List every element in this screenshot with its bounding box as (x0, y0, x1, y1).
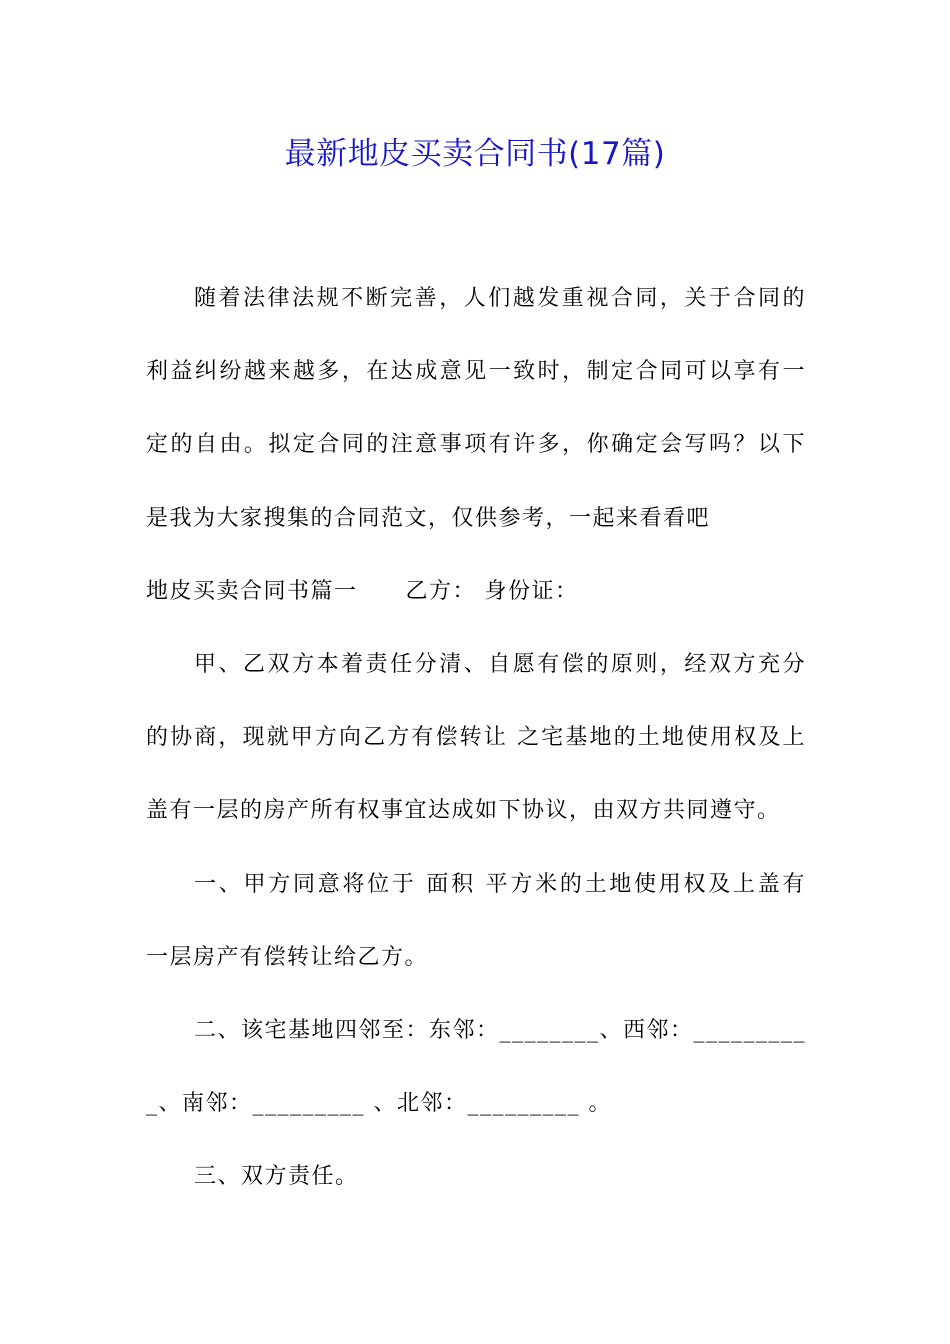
clause-line: 二、该宅基地四邻至：东邻：________、西邻：_________ (194, 1018, 807, 1044)
intro-line: 定的自由。拟定合同的注意事项有许多，你确定会写吗？以下 (146, 432, 806, 458)
clause-three (146, 1140, 806, 1213)
paragraph-line: 甲、乙双方本着责任分清、自愿有偿的原则，经双方充分 (194, 652, 806, 678)
paragraph-principles (146, 628, 806, 848)
clause-line: _、南邻：_________ 、北邻：_________ 。 (146, 1091, 612, 1117)
clause-line: 一、甲方同意将位于 面积 平方米的土地使用权及上盖有 (194, 871, 806, 897)
clause-line: 一层房产有偿转让给乙方。 (146, 944, 429, 970)
intro-line: 随着法律法规不断完善，人们越发重视合同，关于合同的 (194, 286, 806, 311)
section-heading: 地皮买卖合同书篇一 (146, 578, 358, 604)
id-card-label: 身份证： (484, 578, 579, 604)
paragraph-line: 的协商，现就甲方向乙方有偿转让 之宅基地的土地使用权及上 (146, 725, 806, 751)
intro-line: 利益纠纷越来越多，在达成意见一致时，制定合同可以享有一 (146, 359, 806, 385)
clause-line: 三、双方责任。 (194, 1164, 359, 1190)
paragraph-line: 盖有一层的房产所有权事宜达成如下协议，由双方共同遵守。 (146, 798, 781, 824)
party-b-label: 乙方： (405, 578, 477, 604)
section-heading-row (146, 555, 806, 628)
clause-two (146, 994, 806, 1140)
intro-line: 是我为大家搜集的合同范文，仅供参考，一起来看看吧 (146, 505, 711, 531)
document-title: 最新地皮买卖合同书(17篇) (284, 136, 666, 172)
document-body (146, 262, 806, 1214)
clause-one (146, 848, 806, 994)
intro-paragraph (146, 262, 806, 555)
